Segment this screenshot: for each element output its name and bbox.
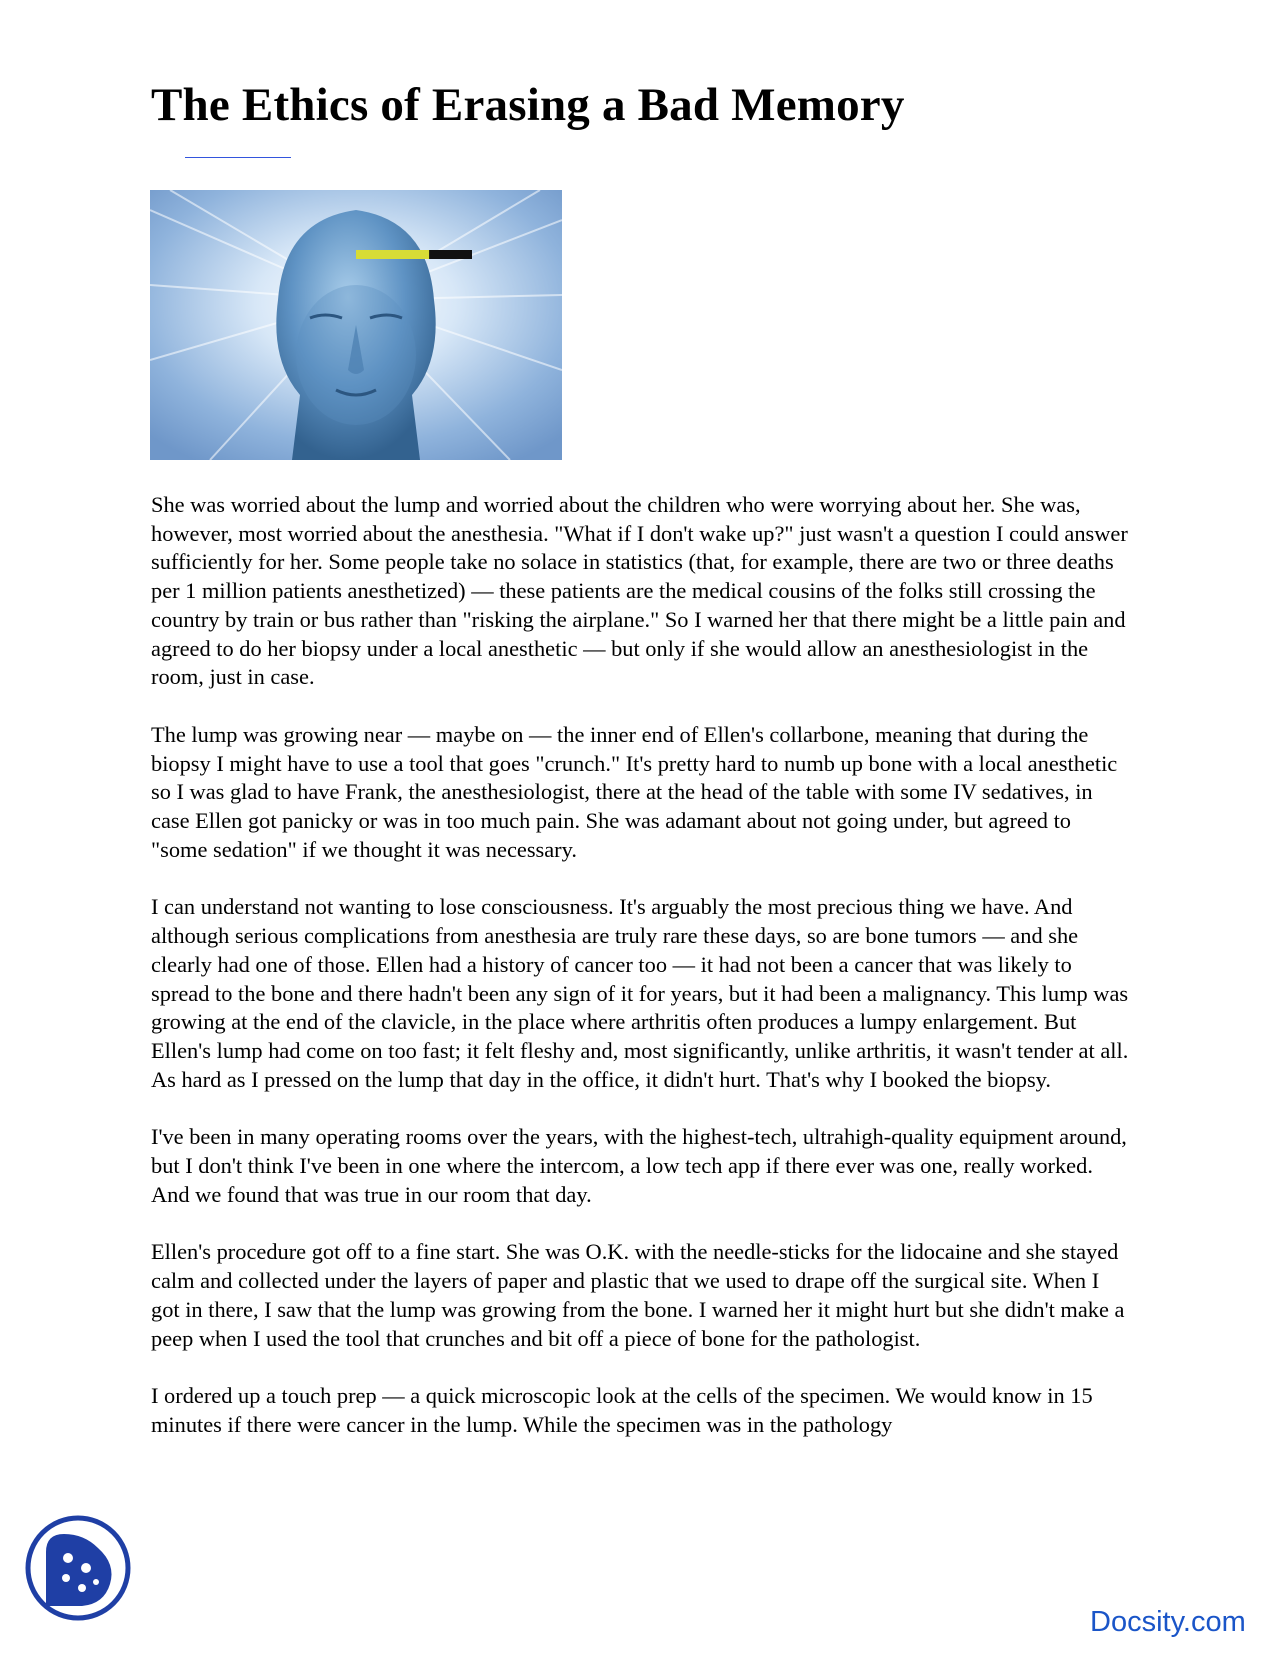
article-body: [151, 491, 1131, 1469]
paragraph-6: I ordered up a touch prep — a quick microscopic look at the cells of the specimen. We would know in 15 minutes if there were cancer in the lump. While the specimen was in the pathology: [151, 1383, 1093, 1437]
docsity-brand-link[interactable]: Docsity.com: [1090, 1606, 1246, 1638]
paragraph-2: The lump was growing near — maybe on — the inner end of Ellen's collarbone, meaning that during the biopsy I might have to use a tool that goes "crunch." It's pretty hard to numb up bone with a local anesthetic so I was glad to have Frank, the anesthesiologist, there at the head of the table with some IV sedatives, in case Ellen got panicky or was in too much pain. She was adamant about not going under, but agreed to "some sedation" if we thought it was necessary.: [151, 721, 1118, 862]
paragraph-3: I can understand not wanting to lose consciousness. It's arguably the most precious thing we have. And although serious complications from anesthesia are truly rare these days, so are bone tumors — and she clearly had one of those. Ellen had a history of cancer too — it had not been a cancer that was likely to spread to the bone and there hadn't been any sign of it for years, but it had been a malignancy. This lump was growing at the end of the clavicle, in the place where arthritis often produces a lumpy enlargement. But Ellen's lump had come on too fast; it felt fleshy and, most significantly, unlike arthritis, it wasn't tender at all. As hard as I pressed on the lump that day in the office, it didn't hurt. That's why I booked the biopsy.: [151, 894, 1129, 1092]
title-underline: [185, 157, 291, 158]
memory-bar-fill: [356, 250, 429, 259]
memory-head-image: [150, 190, 562, 460]
paragraph-1: She was worried about the lump and worried about the children who were worrying about her. She was, however, most worried about the anesthesia. "What if I don't wake up?" just wasn't a question I could answer sufficiently for her. Some people take no solace in statistics (that, for example, there are two or three deaths per 1 million patients anesthetized) — these patients are the medical cousins of the folks still crossing the country by train or bus rather than "risking the airplane." So I warned her that there might be a little pain and agreed to do her biopsy under a local anesthetic — but only if she would allow an anesthesiologist in the room, just in case.: [151, 492, 1128, 690]
paragraph-5: Ellen's procedure got off to a fine start. She was O.K. with the needle-sticks for the lidocaine and she stayed calm and collected under the layers of paper and plastic that we used to drape off the surgical site. When I got in there, I saw that the lump was growing from the bone. I warned her it might hurt but she didn't make a peep when I used the tool that crunches and bit off a piece of bone for the pathologist.: [151, 1239, 1125, 1351]
docsity-logo-icon[interactable]: [24, 1512, 132, 1628]
paragraph-4: I've been in many operating rooms over the years, with the highest-tech, ultrahigh-quality equipment around, but I don't think I've been in one where the intercom, a low tech app if there ever was one, really worked. And we found that was true in our room that day.: [151, 1124, 1127, 1207]
document-title: The Ethics of Erasing a Bad Memory: [151, 79, 905, 131]
